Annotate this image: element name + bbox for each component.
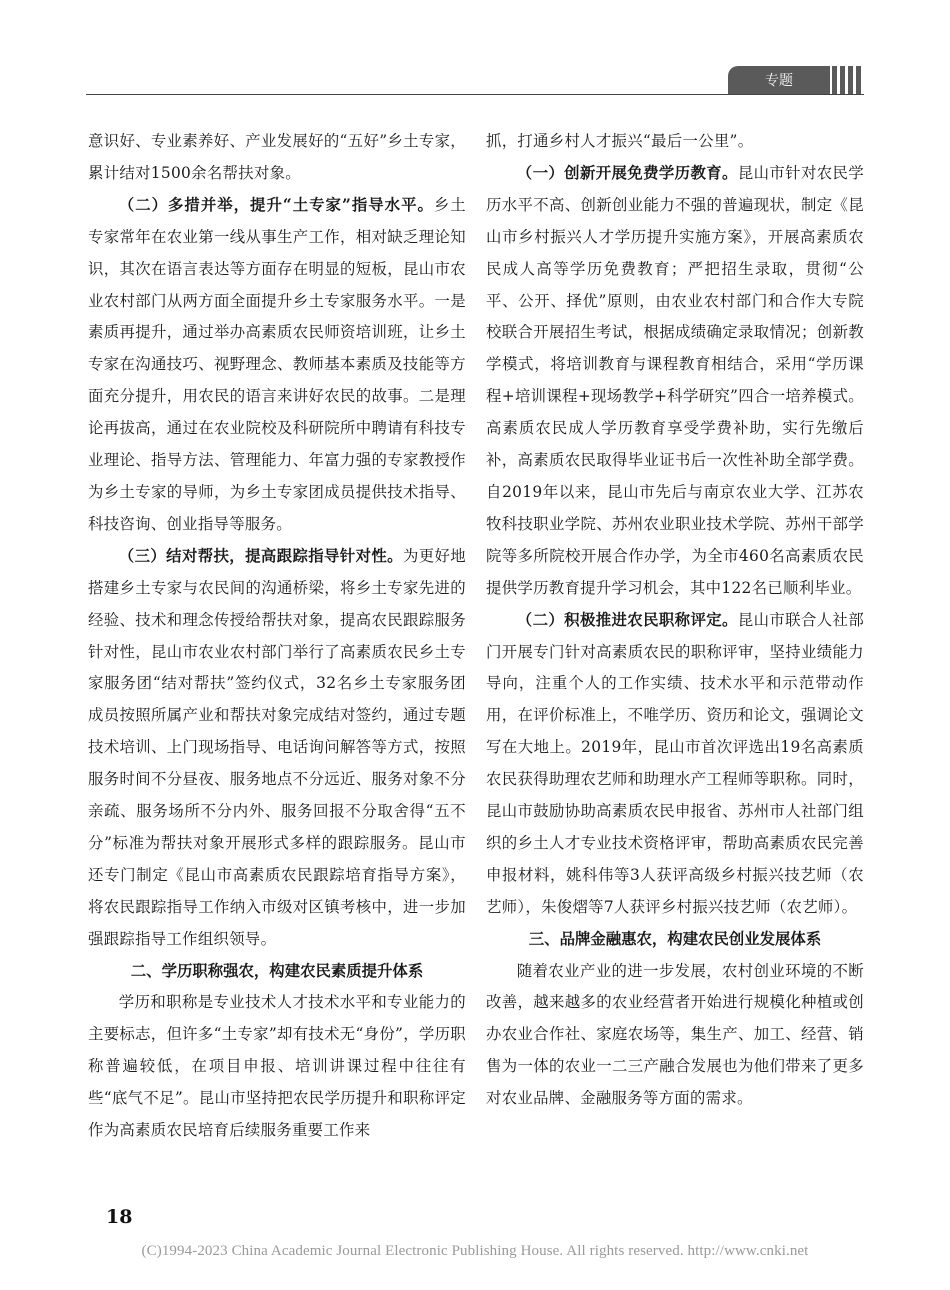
section-heading: 三、品牌金融惠农，构建农民创业发展体系 [528,929,822,948]
paragraph [486,158,864,605]
paragraph: 意识好、专业素养好、产业发展好的“五好”乡土专家，累计结对1500余名帮扶对象。 [88,132,466,182]
header-rule [86,94,864,95]
section-heading: 二、学历职称强农，构建农民素质提升体系 [130,961,424,980]
subsection-title: （二）积极推进农民职称评定。 [516,610,738,629]
copyright-footer: (C)1994-2023 China Academic Journal Electronic Publishing House. All rights reserved. http://www.cnki.net [141,1243,809,1259]
header-decoration-bars [832,66,861,94]
page-number: 18 [106,1206,133,1228]
paragraph: 学历和职称是专业技术人才技术水平和专业能力的主要标志，但许多“土专家”却有技术无“身份”，学历职称普遍较低，在项目申报、培训讲课过程中往往有些“底气不足”。昆山市坚持把农民学历提升和职称评定作为高素质农民培育后续服务重要工作来 [88,993,466,1140]
paragraph-body: 为更好地搭建乡土专家与农民间的沟通桥梁，将乡土专家先进的经验、技术和理念传授给帮扶对象，提高农民跟踪服务针对性，昆山市农业农村部门举行了高素质农民乡土专家服务团“结对帮扶”签约仪式，32名乡土专家服务团成员按照所属产业和帮扶对象完成结对签约，通过专题技术培训、上门现场指导、电话询问解答等方式，按照服务时间不分昼夜、服务地点不分远近、服务对象不分亲疏、服务场所不分内外、服务回报不分取舍得“五不分”标准为帮扶对象开展形式多样的跟踪服务。昆山市还专门制定《昆山市高素质农民跟踪培育指导方案》，将农民跟踪指导工作纳入市级对区镇考核中，进一步加强跟踪指导工作组织领导。 [88,546,467,948]
left-column [88,126,466,1147]
subsection-title: （二）多措并举，提升“土专家”指导水平。 [118,195,434,214]
paragraph-body: 昆山市联合人社部门开展专门针对高素质农民的职称评审，坚持业绩能力导向，注重个人的工作实绩、技术水平和示范带动作用，在评价标准上，不唯学历、资历和论文，强调论文写在大地上。2019年，昆山市首次评选出19名高素质农民获得助理农艺师和助理水产工程师等职称。同时，昆山市鼓励协助高素质农民申报省、苏州市人社部门组织的乡土人才专业技术资格评审，帮助高素质农民完善申报材料，姚科伟等3人获评高级乡村振兴技艺师（农艺师），朱俊熠等7人获评乡村振兴技艺师（农艺师）。 [486,610,865,916]
right-column [486,126,864,1115]
subsection-title: （三）结对帮扶，提高跟踪指导针对性。 [118,546,403,565]
paragraph [88,190,466,541]
paragraph [88,541,466,956]
paragraph [486,605,864,924]
paragraph-body: 昆山市针对农民学历水平不高、创新创业能力不强的普遍现状，制定《昆山市乡村振兴人才学历提升实施方案》，开展高素质农民成人高等学历免费教育；严把招生录取，贯彻“公平、公开、择优”原则，由农业农村部门和合作大专院校联合开展招生考试，根据成绩确定录取情况；创新教学模式，将培训教育与课程教育相结合，采用“学历课程+培训课程+现场教学+科学研究”四合一培养模式。高素质农民成人学历教育享受学费补助，实行先缴后补，高素质农民取得毕业证书后一次性补助全部学费。自2019年以来，昆山市先后与南京农业大学、江苏农牧科技职业学院、苏州农业职业技术学院、苏州干部学院等多所院校开展合作办学，为全市460名高素质农民提供学历教育提升学习机会，其中122名已顺利毕业。 [486,163,865,597]
subsection-title: （一）创新开展免费学历教育。 [516,163,738,182]
section-tab [728,66,830,94]
section-label: 专题 [765,73,793,89]
paragraph: 随着农业产业的进一步发展，农村创业环境的不断改善，越来越多的农业经营者开始进行规模化种植或创办农业合作社、家庭农场等，集生产、加工、经营、销售为一体的农业一二三产融合发展也为他们带来了更多对农业品牌、金融服务等方面的需求。 [486,961,864,1108]
paragraph-body: 乡土专家常年在农业第一线从事生产工作，相对缺乏理论知识，其次在语言表达等方面存在明显的短板，昆山市农业农村部门从两方面全面提升乡土专家服务水平。一是素质再提升，通过举办高素质农民师资培训班，让乡土专家在沟通技巧、视野理念、教师基本素质及技能等方面充分提升，用农民的语言来讲好农民的故事。二是理论再拔高，通过在农业院校及科研院所中聘请有科技专业理论、指导方法、管理能力、年富力强的专家教授作为乡土专家的导师，为乡土专家团成员提供技术指导、科技咨询、创业指导等服务。 [88,195,466,533]
paragraph: 抓，打通乡村人才振兴“最后一公里”。 [486,132,754,150]
